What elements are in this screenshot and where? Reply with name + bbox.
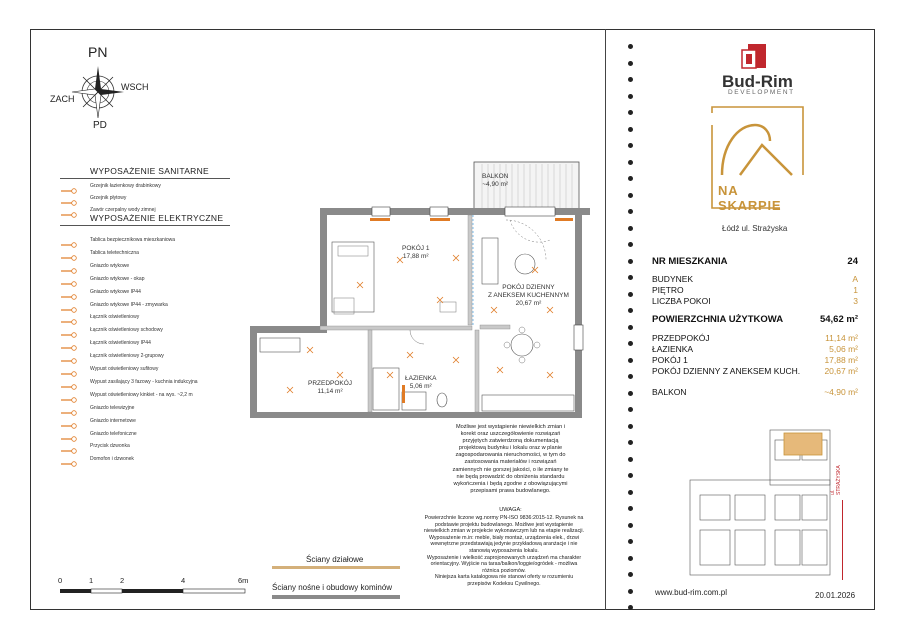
electric-item: Tablica bezpiecznikowa mieszkaniowa: [90, 237, 176, 243]
disclaimer-line: wykończenia i będą zgodne z obowiązującymi: [453, 480, 568, 487]
electric-item: Łącznik oświetleniowy 2-grupowy: [90, 353, 164, 360]
przedpokoj-area: 11,14 m²: [317, 388, 343, 395]
electric-symbol-icon: [60, 430, 78, 438]
electric-symbol-icon: [60, 404, 78, 412]
dzienny-name2: Z ANEKSEM KUCHENNYM: [488, 292, 569, 299]
street-line: [842, 500, 843, 580]
punch-hole: [628, 259, 633, 264]
electric-symbol-icon: [60, 365, 78, 373]
punch-hole: [628, 292, 633, 297]
partition-label: Ściany działowe: [306, 555, 364, 564]
light-outlet-icon: [337, 372, 343, 378]
light-outlet-icon: [357, 282, 363, 288]
uwaga-title: UWAGA:: [499, 507, 522, 513]
info-balkon: BALKON ~4,90 m²: [652, 387, 858, 397]
uwaga-note: [399, 515, 609, 588]
light-outlet-icon: [497, 367, 503, 373]
info-pokoje: LICZBA POKOI 3: [652, 296, 858, 306]
electric-item: Wypust oświetleniowy kinkiet - na wys. ~2,2 m: [90, 391, 193, 398]
disclaimer-line: projektową budynku i lokalu oraz w planie: [458, 445, 563, 452]
electric-symbol-icon: [60, 442, 78, 450]
project-logo: [710, 105, 805, 213]
electric-item: Gniazdo wtykowe: [90, 262, 130, 269]
electric-item: Gniazdo telefoniczne: [90, 430, 137, 437]
punch-hole: [628, 242, 633, 247]
punch-hole: [628, 490, 633, 495]
electric-title: WYPOSAŻENIE ELEKTRYCZNE: [90, 213, 224, 223]
electric-symbol-icon: [60, 262, 78, 270]
punch-hole: [628, 308, 633, 313]
punch-hole: [628, 391, 633, 396]
punch-hole: [628, 44, 633, 49]
uwaga-line: niewielkich zmian w projekcie wykonawczym lub na etapie realizacji.: [423, 528, 585, 535]
pokoj1-area: 17,88 m²: [402, 253, 429, 260]
scale-label: 2: [120, 576, 125, 585]
electric-symbol-icon: [60, 236, 78, 244]
punch-hole: [628, 77, 633, 82]
punch-hole: [628, 539, 633, 544]
electric-item: Gniazdo internetowe: [90, 417, 136, 424]
punch-hole: [628, 407, 633, 412]
punch-hole: [628, 341, 633, 346]
electric-symbol-icon: [60, 313, 78, 321]
electric-symbol-icon: [60, 455, 78, 463]
disclaimer-line: Możliwe jest wystąpienie niewielkich zmian i: [455, 424, 566, 430]
punch-hole: [628, 572, 633, 577]
punch-hole: [628, 457, 633, 462]
uwaga-line: przepisów Kodeksu Cywilnego.: [467, 580, 541, 587]
uwaga-line: orientacyjny. Wyjście na taras/balkon/loggie/ogródek - możliwa: [430, 561, 578, 568]
disclaimer-line: korekt oraz uszczegółowienie rozwiązań: [460, 431, 561, 438]
scale-label: 0: [58, 576, 63, 585]
room-balkon: [482, 173, 508, 189]
sanitary-underline: [60, 178, 230, 179]
partition-swatch: [272, 566, 400, 569]
electric-symbol-icon: [60, 339, 78, 347]
light-outlet-icon: [387, 372, 393, 378]
light-outlet-icon: [307, 347, 313, 353]
punch-hole: [628, 193, 633, 198]
balkon-area: ~4,90 m²: [482, 181, 509, 188]
info-dzienny: POKÓJ DZIENNY Z ANEKSEM KUCH. 20,67 m²: [652, 366, 858, 376]
electric-item: Domofon i dzwonek: [90, 456, 134, 463]
disclaimer-note: [418, 424, 603, 495]
electric-symbol-icon: [60, 378, 78, 386]
electric-symbol-icon: [60, 275, 78, 283]
punch-hole: [628, 424, 633, 429]
sanitary-symbol-icon: [60, 182, 78, 190]
footer-url[interactable]: www.bud-rim.com.pl: [655, 588, 728, 597]
punch-hole: [628, 176, 633, 181]
uwaga-line: różnica poziomów.: [482, 567, 526, 574]
sanitary-item: Grzejnik łazienkowy drabinkowy: [90, 183, 161, 189]
electric-symbol-icon: [60, 288, 78, 296]
disclaimer-line: nie będą prowadzić do obniżenia standardu: [456, 473, 565, 480]
room-dzienny: [488, 284, 569, 308]
info-przedpokoj: PRZEDPOKÓJ 11,14 m²: [652, 333, 858, 343]
punch-hole: [628, 523, 633, 528]
punch-hole: [628, 473, 633, 478]
punch-hole: [628, 358, 633, 363]
scale-label: 6m: [238, 576, 249, 585]
disclaimer-line: zagospodarowania nieruchomości, w tym do: [455, 452, 566, 459]
electric-symbol-icon: [60, 301, 78, 309]
electric-symbol-icon: [60, 352, 78, 360]
sanitary-item: Grzejnik płytowy: [90, 195, 127, 201]
bearing-label: Ściany nośne i obudowy kominów: [272, 583, 393, 592]
punch-hole: [628, 143, 633, 148]
electric-symbol-icon: [60, 326, 78, 334]
brand-sub: DEVELOPMENT: [728, 89, 795, 96]
info-budynek: BUDYNEK A: [652, 274, 858, 284]
electric-item: Gniazdo wtykowe - okap: [90, 275, 145, 282]
punch-hole: [628, 209, 633, 214]
room-pokoj1: [402, 245, 429, 261]
lazienka-area: 5,06 m²: [409, 383, 432, 390]
compass-west: ZACH: [50, 94, 75, 104]
scale-label: 1: [89, 576, 94, 585]
balkon-name: BALKON: [482, 173, 509, 180]
electric-item: Gniazdo wtykowe IP44: [90, 288, 141, 295]
project-location: Łódź ul. Strażyska: [722, 224, 788, 233]
room-przedpokoj: [308, 380, 352, 396]
electric-item: Wypust zasilający 3 fazowy - kuchnia indukcyjna: [90, 378, 198, 385]
light-outlet-icon: [407, 352, 413, 358]
punch-hole: [628, 110, 633, 115]
uwaga-line: stanowią wyposażenia lokalu.: [469, 547, 539, 554]
compass-east: WSCH: [121, 82, 149, 92]
punch-hole: [628, 325, 633, 330]
punch-hole: [628, 226, 633, 231]
electric-item: Tablica teletechniczna: [90, 249, 139, 256]
electric-symbol-icon: [60, 391, 78, 399]
info-pokoj1: POKÓJ 1 17,88 m²: [652, 355, 858, 365]
punch-hole: [628, 61, 633, 66]
dzienny-area: 20,67 m²: [515, 300, 542, 307]
punch-hole: [628, 440, 633, 445]
pokoj1-name: POKÓJ 1: [402, 245, 430, 252]
bearing-swatch: [272, 595, 400, 599]
uwaga-line: Wyposażenie m.in: meble, biały montaż, urządzenia elek., drzwi: [428, 534, 580, 541]
building-key-plan: [680, 425, 840, 580]
punch-hole: [628, 275, 633, 280]
electric-item: Łącznik oświetleniowy schodowy: [90, 327, 163, 334]
compass: [50, 44, 150, 134]
project-name: NA SKARPIE: [718, 183, 782, 213]
electric-item: Łącznik oświetleniowy: [90, 314, 140, 321]
light-outlet-icon: [453, 357, 459, 363]
punch-hole: [628, 374, 633, 379]
sanitary-item: Zawór czerpalny wody zimnej: [90, 207, 156, 213]
light-outlet-icon: [453, 255, 459, 261]
disclaimer-line: zastosowania materiałów i rozwiązań: [464, 459, 557, 466]
punch-hole: [628, 605, 633, 610]
electric-item: Gniazdo telewizyjne: [90, 404, 135, 411]
compass-north: PN: [88, 44, 108, 60]
electric-item: Gniazdo wtykowe IP44 - zmywarka: [90, 301, 168, 308]
dzienny-name: POKÓJ DZIENNY: [502, 284, 555, 291]
light-outlet-icon: [547, 372, 553, 378]
scale-label: 4: [181, 576, 186, 585]
electric-symbol-icon: [60, 249, 78, 257]
info-pow: POWIERZCHNIA UŻYTKOWA 54,62 m²: [652, 314, 858, 325]
punch-hole: [628, 160, 633, 165]
brand-name: Bud-Rim: [722, 72, 793, 91]
uwaga-line: Wyposażenie i wielkość zaprojonowanych urządzeń ma charakter: [426, 554, 582, 561]
info-nr: NR MIESZKANIA 24: [652, 256, 858, 267]
uwaga-line: Powierzchnie liczone wg.normy PN-ISO 9836:2015-12. Rysunek na: [424, 515, 584, 521]
sanitary-symbol-icon: [60, 194, 78, 202]
room-lazienka: [405, 375, 436, 391]
electric-item: Przycisk dzwonka: [90, 443, 130, 450]
punch-hole: [628, 94, 633, 99]
disclaimer-line: przepisami prawa budowlanego.: [470, 487, 551, 494]
sanitary-title: WYPOSAŻENIE SANITARNE: [90, 166, 210, 176]
electric-underline: [60, 225, 230, 226]
lazienka-name: ŁAZIENKA: [405, 375, 437, 382]
light-outlet-icon: [287, 387, 293, 393]
compass-south: PD: [93, 120, 107, 131]
key-plan: [680, 425, 840, 580]
disclaimer-line: zamiennych nie gorszej jakości, o ile zmiany te: [452, 466, 569, 473]
electric-item: Wypust oświetleniowy sufitowy: [90, 366, 159, 372]
brand-logo: [738, 42, 770, 70]
punch-hole: [628, 589, 633, 594]
info-pietro: PIĘTRO 1: [652, 285, 858, 295]
footer-date: 20.01.2026: [815, 591, 856, 600]
info-lazienka: ŁAZIENKA 5,06 m²: [652, 344, 858, 354]
uwaga-line: podstawie projektu budowlanego. Możliwe jest wystąpienie: [434, 521, 574, 528]
sanitary-symbol-icon: [60, 206, 78, 214]
punch-hole: [628, 127, 633, 132]
uwaga-line: Niniejsza karta katalogowa nie stanowi oferty w rozumieniu: [434, 574, 574, 581]
scale-bar-graphic: [58, 587, 253, 601]
key-plan-street: ul. STRAŻYSKA: [830, 465, 842, 495]
scale-bar: [58, 576, 253, 606]
punch-hole: [628, 506, 633, 511]
disclaimer-line: przyjętych zatwierdzoną dokumentacją: [462, 438, 559, 445]
punch-hole: [628, 556, 633, 561]
electric-symbol-icon: [60, 417, 78, 425]
electric-item: Łącznik oświetleniowy IP44: [90, 340, 151, 347]
uwaga-line: wewnętrzne przedstawiają jedynie przykładową aranżacje i nie: [430, 541, 578, 548]
bud-rim-logo-icon: [738, 42, 770, 70]
przedpokoj-name: PRZEDPOKÓJ: [308, 380, 353, 387]
